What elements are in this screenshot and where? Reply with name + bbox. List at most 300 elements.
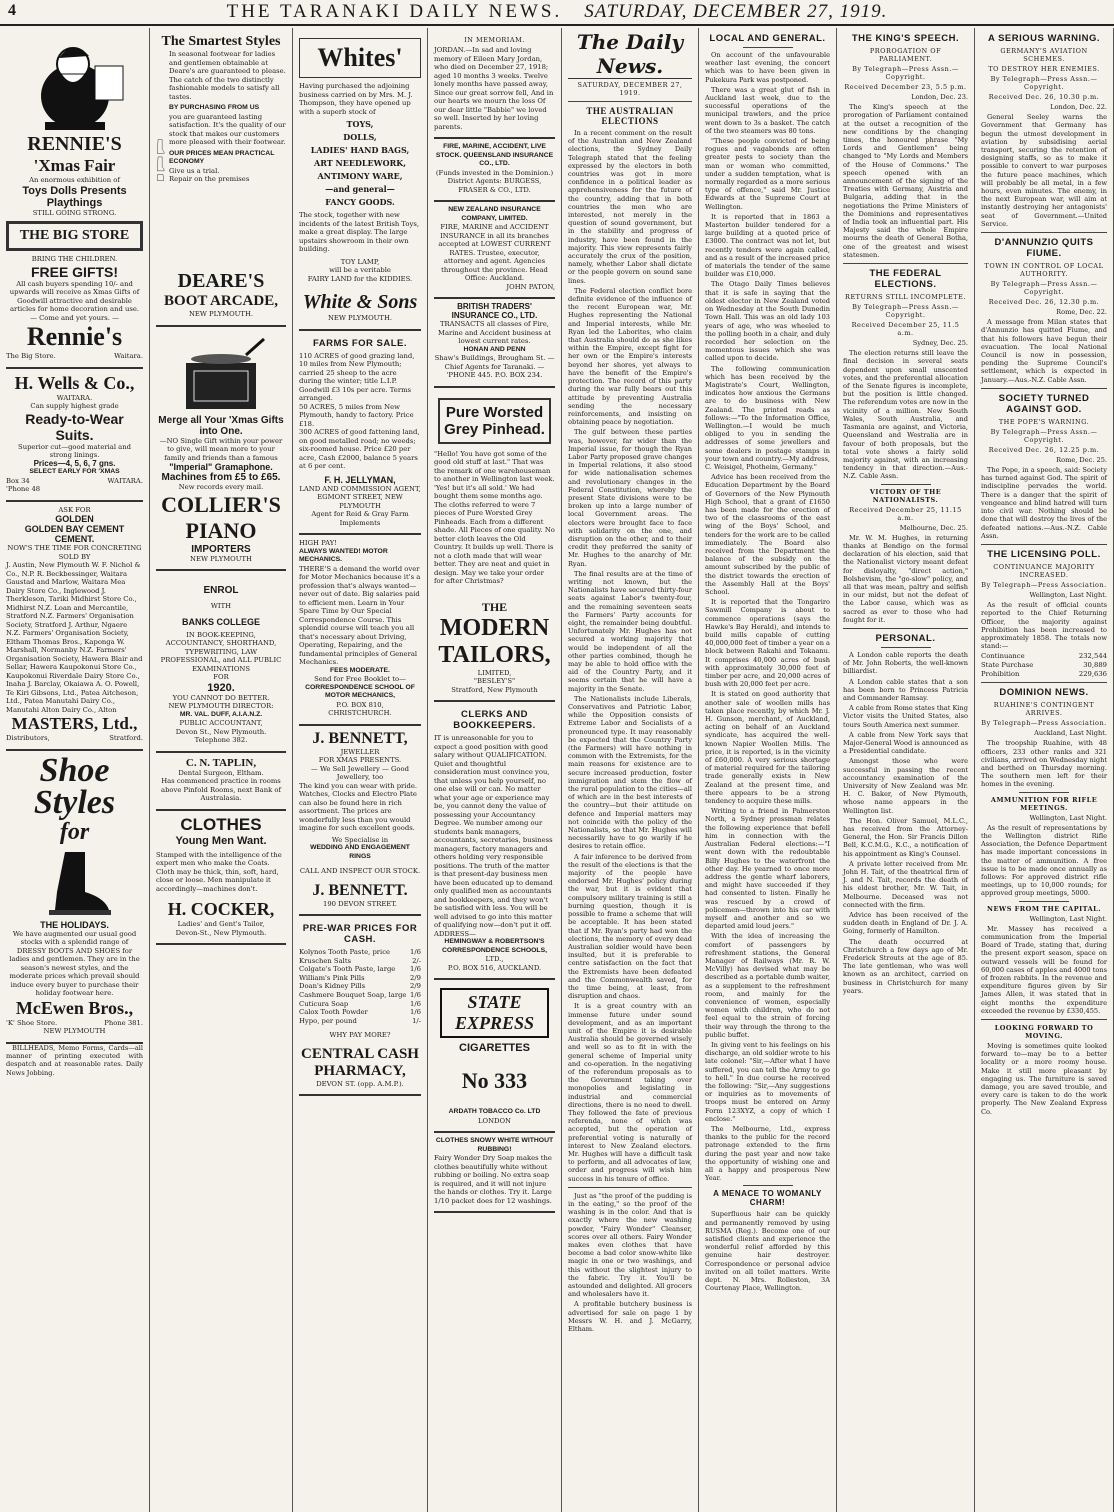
rennie-title: RENNIE'S [27,133,122,155]
taplin-body: Has commenced practice in rooms above Pinfold Rooms, next Bank of Australasia. [161,777,281,802]
whites-item: ANTIMONY WARE, [317,171,403,181]
collier-name: COLLIER'S [161,491,281,517]
paragraph: It is a great country with an immense future under sound development, and as an important unit of the Empire it is desirable Australia should be governed wisely and well so as to fit in with the general scheme of Imperial unity and co-operation. In the negativing of the referendum proposals as to the Government taking over monopolies and legislating in industrial and commercial directions, there is no need to dwell. They followed the fate of previous referenda, none of which was accepted, but the operation of preferential voting is naturally of interest to New Zealand electors. Mr. Hughes will have a difficult task to perform, and all advocates of law, order and progress will wish him success in his tenure of office. [568,1002,692,1183]
paragraph: It is stated on good authority that another sale of woollen mills has taken place recently, by which Mr. J. H. Gunson, merchant, of Auckland, acting on behalf of an Auckland syndicate, has acquired the well-known Napier Woollen Mills. The price, it is reported, is in the vicinity of £60,000. A very serious shortage of material required for the tailoring trade generally exists in New Zealand at the present time, and there appears to be a strong tendency to acquire these mills. [705,690,830,806]
banks-body: IN BOOK-KEEPING, ACCOUNTANCY, SHORTHAND, TYPEWRITING, LAW PROFESSIONAL, and ALL PUBLIC EXAMINATIONS [160,630,282,673]
wells-body2: Superior cut—good material and strong linings. [18,442,131,460]
cement-brand: GOLDEN BAY CEMENT [24,524,125,535]
banks-tel: Telephone 382. [194,736,248,744]
moving-body: Moving is sometimes quite looked forward to—may be to a better locality or a more roomy house. Make it still more pleasant by engaging us. The furniture is saved damage, you are saved trouble, and every care is taken to do the work properly. The New Zealand Express Co. [981,1042,1107,1116]
row-label: William's Pink Pills [299,973,365,982]
queensland-body: (Funds invested in the Dominion.) District Agents: BURGESS, FRASER & CO., LTD. [435,168,554,194]
row-value: 2/9 [410,982,421,991]
dominion-credit: By Telegraph—Press Association. [981,719,1107,728]
column-8 [975,28,1114,1512]
row-label: Hypo, per pound [299,1016,357,1025]
masters-name: MASTERS, Ltd., [11,714,138,734]
deare-town: NEW PLYMOUTH. [188,310,254,318]
bennett-wedding: WEDDING AND ENGAGEMENT RINGS [310,844,410,860]
warning-body: General Seeley warns the Government that Germany has begun the utmost development in aviation by subsidising aerial transport, securing the retention of designing staffs, so as to make it possible to convert to war purposes the future peace machines, which will probably be all metal, in a few hours, even minutes. The enemy, in the next European war, will aim at instantly destroying her antagonists' seat of Government.—United Service. [981,113,1107,228]
table-row [981,652,1107,661]
fiume-sub: TOWN IN CONTROL OF LOCAL AUTHORITY. [984,262,1104,279]
farms-heading: FARMS FOR SALE. [312,337,408,349]
fairy-heading: CLOTHES SNOWY WHITE WITHOUT RUBBING! [435,1137,554,1153]
rennie-ad [6,30,143,369]
pre-war-heading: PRE-WAR PRICES FOR CASH. [302,923,418,946]
collier-ad [156,327,286,572]
taplin-role: Dental Surgeon, Eltham. [178,768,264,777]
clothes-body: Stamped with the intelligence of the expert men who make the Coats. Cloth may be thick, thin, soft, hard, close or loose. Men manipulate it accordingly—machines don't. [156,850,282,893]
jellyman-line: Agent for Reid & Gray Farm Implements [311,510,409,527]
table-row [299,982,421,991]
victory-body: Mr. W. M. Hughes, in returning thanks at Bendigo on the formal declaration of his election, said that the Nationalist victory meant defeat for disloyalty, "direct action," Bolshevism, the "go-slow" policy, and all that was mean, paltry and selfish in our midst, but not the defeat of the Labor cause, which was as sacred as ever to those who had fought for it. [843,533,968,624]
paragraph: A private letter received from Mr. John H. Tait, of the theatrical firm of J. and N. Tait, records the death of his eldest brother, Mr. W. Tait, in Melbourne. Deceased was not connected with the firm. [843,859,968,909]
paragraph: In giving vent to his feelings on his discharge, an old soldier wrote to his late colonel: "Sir,—After what I have suffered, you can tell the Army to go to hell." In due course he received the following: "Sir,—Any suggestions or inquiries as to movements of troops must be entered on Army Form 123XYZ, a copy of which I enclose." [705,1040,830,1123]
paragraph: Writing to a friend in Palmerston North, a Sydney pressman relates the following experience that befell him in connection with the Australian Federal elections:—"I went down with the redoubtable Billy Hughes to the waterfront the other day. He yearned to once more address the gentle wharf laborers, and might have succeeded if they had consented to listen. Finally he was rescued by a crowd of policemen—thrown into his car with myself and another and so we departed amid loud jeers." [705,807,830,931]
local-general-body [705,51,830,1182]
clothes-subtitle: Young Men Want. [175,834,267,847]
row-value: 1/6 [410,965,421,974]
capital-body: Mr. Massey has received a communication from the Imperial Board of Trade, stating that, during the present export season, space on outward vessels will be found for 60,000 cases of apples and 4000 tons of frozen rabbits. In the revenue and expenditure figures given by Sir James Allen, it was stated that in eight months the expenditure exceeded the revenue by £330,455. [981,924,1107,1015]
smartest-trial: Give us a trial. [169,166,220,175]
jellyman-name: F. H. JELLYMAN, [324,474,396,485]
column-4 [428,28,562,1512]
mcewen-holidays: THE HOLIDAYS. [40,919,109,930]
page-number: 4 [8,2,16,19]
masthead [0,0,1114,26]
wells-title: H. Wells & Co., [14,372,135,393]
motor-school: CORRESPONDENCE SCHOOL OF MOTOR MECHANICS, [305,683,415,700]
cement-sold: SOLD BY [58,552,91,561]
mcewen-store: 'K' Shoe Store. [6,1018,58,1027]
speech-place: London, Dec. 23. [911,93,968,101]
wells-box: Box 34 [6,476,30,485]
paragraph: With the idea of increasing the comfort of passengers by refreshment stations, the General Manager of Railways (Mr. R. W. McVilly) has devised what may be described as a portable dumb waiter, as a supplement to the refreshment room, and mainly for the convenience of women, especially women with children, who do not feel equal to the strain of forcing their way through the throng to the public buffet. [705,932,830,1039]
nz-insurance-ad [434,202,555,299]
collier-importers: IMPORTERS [191,543,251,555]
row-label: Colgate's Tooth Paste, large [299,965,396,974]
personal-heading: PERSONAL. [875,632,936,644]
jobbing-notice: BILLHEADS, Memo Forms, Cards—all manner of printing executed with despatch and at reasonable rates. Daily News Jobbing. [6,1043,143,1077]
british-addr: Shaw's Buildings, Brougham St. — Chief Agents for Taranaki. — 'PHONE 445. P.O. BOX 234. [434,354,555,379]
whites-ad [299,30,421,331]
big-store-banner: THE BIG STORE [6,221,143,251]
paragraph: There was a great glut of fish in Auckland last week, due to the successful operations of the municipal trawlers, and the price went down to 3s a basket. The catch of the two steamers was 80 tons. [705,85,830,135]
local-general-heading: LOCAL AND GENERAL. [709,33,826,44]
cocker-addr: Devon-St., New Plymouth. [175,928,267,937]
british-traders-ad [434,299,555,388]
farm-110-acres: 110 ACRES of good grazing land, 10 miles from New Plymouth; carried 25 sheep to the acre during the winter; title L.I.P. Goodwill £3 10s per acre. Terms arranged. [299,351,415,402]
column-3 [293,28,428,1512]
table-row [981,661,1107,670]
modern-tailors-ad [434,388,555,703]
modern-ltd: LIMITED, [477,668,512,677]
wells-town: WAITARA. [107,476,143,485]
white-sons-name: White & Sons [302,291,418,313]
prorogation-sub: PROROGATION OF PARLIAMENT. [869,47,942,63]
whites-item: TOYS, [346,119,374,129]
farm-50-acres: 50 ACRES, 5 miles from New Plymouth, handy to factory. Price £18. [299,402,414,428]
rennie-children: BRING THE CHILDREN. [31,255,118,263]
deare-name: DEARE'S [177,270,265,292]
editorial-heading: THE AUSTRALIAN ELECTIONS [586,106,674,126]
victory-heading: VICTORY OF THE NATIONALISTS. [869,487,942,504]
wells-place: WAITARA. [56,393,93,402]
rennie-footer-left: The Big Store. [6,352,56,360]
fairy-wonder-notice: Just as "the proof of the pudding is in the eating," so the proof of the washing is in the color. And that is exactly where the new washing powder, "Fairy Wonder" Cleanser, scores over all others. Fairy Wonder makes even clothes that have become a bad color snow-white like magic in one or two washings, and this without the slightest injury to the fabric. Try it. You'll be astounded and delighted. All grocers and wholesalers have it. [568,1191,692,1299]
issue-date: SATURDAY, DECEMBER 27, 1919. [584,1,888,22]
serious-warning-heading: A SERIOUS WARNING. [987,33,1101,44]
column-1 [0,28,150,1512]
motor-wanted: ALWAYS WANTED! MOTOR MECHANICS. [299,547,388,564]
row-value: 2/- [412,956,421,965]
pharmacy-ad [299,916,421,1096]
mcewen-ad [6,751,143,1044]
clerks-ltd: LTD., [485,955,504,963]
warning-sub2: TO DESTROY HER ENEMIES. [988,65,1100,73]
mcewen-phone: Phone 381. [104,1018,143,1027]
modern-word: MODERN [439,614,550,641]
federal-elections-heading: THE FEDERAL ELECTIONS. [869,268,942,291]
speech-received: Received December 23, 5.5 p.m. [844,83,967,91]
gramophone-illustration [166,333,276,413]
paragraph: The Hon. Oliver Samuel, M.L.C., has received from the Attorney-General, the Hon. Sir Francis Dillon Bell, K.C.M.G., K.C., a notification of his appointment as King's Counsel. [843,816,968,858]
table-row [299,1008,421,1017]
fiume-heading: D'ANNUNZIO QUITS FIUME. [994,237,1094,260]
cement-ad [6,502,143,751]
fiume-body: A message from Milan states that d'Annunzio has quitted Fiume, and that his followers have begun their evacuation. The local National Council is now in possession, pending the Supreme Council's settlement, which is expected in January.—Aus.-N.Z. Cable Assn. [981,318,1107,384]
fairy-body: Fairy Wonder Dry Soap makes the clothes beautifully white without rubbing or boiling. No extra soap is required, and it will not injure the hands or clothes. Try it. Large 1/10 packet does for 12 washings. [434,1154,552,1205]
editorial-date: SATURDAY, DECEMBER 27, 1919. [577,81,683,97]
paragraph: The final results are at the time of writing not known, but the Nationalists have secured thirty-four seats against Labor's twenty-four, and the remaining seventeen seats the Farmers' Party accounts for eight, the remainder being doubtful. Unfortunately Mr. Hughes has not secured a working majority that would be independent of all the other parties combined, though he may be able to hold office with the aid of the Country Party, and it seems certain that he will have a majority in the Senate. [568,569,692,693]
cocker-role: Ladies' and Gent's Tailor, [177,920,265,928]
paragraph: A cable from Rome states that King Victor visits the United States, also tours South America next summer. [843,704,968,729]
capital-heading: NEWS FROM THE CAPITAL. [987,904,1101,913]
pinhead-title: Grey Pinhead. [444,420,545,438]
paragraph: The Otago Daily Times believes that it is safe in saying that the oldest elector in New Zealand voted on Wednesday at the South Dunedin Town Hall. This was an old lady 103 years of age, who was wheeled to the polling booth in a chair, and duly recorded her selection on the momentous issues which she was called upon to decide. [705,280,830,363]
memoriam-heading: IN MEMORIAM. [464,36,525,44]
whites-body2: The stock, together with new incidents of the latest British Toys, make a great display. The large upstairs showroom in their own building. [299,211,420,253]
cocker-name: H. COCKER, [167,899,275,919]
paragraph: Advice has been received from the Education Department by the Board of Governors of the New Plymouth High School, that a grant of £1650 has been made for the erection of two of the classrooms of the east wing of the Boys' School, and tenders for the work are to be called immediately. The Board also received from the Department the balance of the subsidy on the amount subscribed by the public of the district towards the erection of the Assembly Hall at the Boys' School. [705,473,830,596]
nz-insurance-title: NEW ZEALAND INSURANCE COMPANY, LIMITED. [448,206,541,222]
bennett-ad [299,726,421,917]
for-word: for [59,818,90,845]
row-label: Prohibition [981,669,1020,678]
motor-fees: FEES MODERATE. [330,666,390,674]
father-christmas-illustration [15,36,135,131]
fiume-received: Received Dec. 26, 12.30 p.m. [988,298,1100,307]
smartest-body2: you are guaranteed lasting satisfaction. It's the quality of our stock that makes our customers more pleased with their footwear. [169,112,286,146]
why-pay-more: WHY PAY MORE? [329,1031,391,1040]
price-list [299,948,421,1025]
speech-credit: By Telegraph—Press Assn.—Copyright. [852,65,959,81]
styles-word: Styles [33,783,116,821]
state-express-brand: STATE EXPRESS [440,988,549,1038]
bennett-body: The kind you can wear with pride. Watches, Clocks and Electro Plate can also be found here in rich assortment. The prices are wonderfully less than you would imagine for such excellent goods. [299,781,418,833]
rifle-heading: AMMUNITION FOR RIFLE MEETINGS. [990,795,1098,812]
queensland-title: FIRE, MARINE, ACCIDENT, LIVE STOCK. QUEENSLAND INSURANCE CO., LTD. [435,143,554,167]
newspaper-title: THE TARANAKI DAILY NEWS. [226,1,563,22]
society-sub: THE POPE'S WARNING. [998,417,1090,426]
british-name: HONAN AND PENN [463,345,526,353]
paragraph: The Melbourne, Ltd., express thanks to the public for the record patronage extended to the firm during the past year and now take the opportunity of wishing one and all a happy and prosperous New Year. [705,1125,830,1183]
wells-phone: 'Phone 48 [6,485,41,494]
whites-town: NEW PLYMOUTH. [327,314,393,322]
row-label: Continuance [981,652,1025,661]
paragraph: The following communication which has been received by the Magistrate's Court, Wellington, indicates how anxious the Germans are to do business with New Zealand. The printed reads as follows:—"To the Information Office, Wellington.—I would be much obliged to you in sending the addresses of some jewellers and some dealers in postage stamps in your town and country.—My address, C. Weisigel, Photheim, Germany." [705,364,830,471]
paragraph: The Federal election conflict bore definite evidence of the influence of the recent European war, Mr. Hughes representing the National and Imperial interests, while Mr. Ryan led the Laborites, who claim that Australia should do as she likes within the Empire, except fight for her own or the Empire's interests beyond her shores, yet always to have the benefit of the Empire's protection. The record of this party during the war fully bears out this attitude by preventing Australia sending the necessary reinforcements, and insisting on obtaining peace by negotiation. [568,286,692,427]
row-label: State Purchase [981,660,1034,669]
row-value: 2/9 [410,973,421,982]
row-value: 232,544 [1078,652,1107,661]
rifle-place: Wellington, Last Night. [1029,813,1107,822]
banks-enrol: ENROL [203,585,239,596]
motor-ad [299,535,421,726]
farms-ad [299,331,421,536]
modern-addr: Stratford, New Plymouth [451,685,538,694]
society-heading: SOCIETY TURNED AGAINST GOD. [998,392,1090,415]
poll-body: As the result of official counts reported to the Chief Returning Officer, the majority against Prohibition has been increased to approximately 1858. The totals now stand:— [981,601,1107,651]
motor-body: THERE'S a demand the world over for Motor Mechanics because it's a profession that's always wanted—never out of date. Big salaries paid to efficient men. Learn in Your Spare Time by Our Special Correspondence Course. This splendid course will teach you all that's necessary about Driving, Operating, Repairing, and the fundamental principles of General Mechanics. [299,564,421,667]
clerks-school: HEMINGWAY & ROBERTSON'S CORRESPONDENCE SCHOOLS, [442,938,547,954]
table-row [299,1017,421,1026]
paragraph: It is reported that the Tongariro Sawmill Company is about to commence operations (says the Hawke's Bay Herald), and intends to build mills capable of cutting 40,000,000 feet of timber a year on a block between Rakahi and Tokaanu. It comprises 40,000 acres of bush with approximately 30,000 feet of timber per acre, and 20,000 acres of bush with 20,000 feet per acre. [705,598,830,689]
banks-acct: PUBLIC ACCOUNTANT, [179,719,263,727]
rennie-toys: Toys Dolls Presents Playthings [22,184,127,209]
wells-prices: Prices—4, 5, 6, 7 gns. [33,458,116,468]
motor-high-pay: HIGH PAY! [299,539,337,547]
menace-body: Superfluous hair can be quickly and permanently removed by using RUSMA (Reg.). Become one of our satisfied clients and experience the wonderful relief afforded by this genuine hair destroyer. Correspondence or personal advice invited on all toilet matters. Write dept. N. Mrs. Rolleston, 3A Courtenay Place, Wellington. [705,1210,830,1293]
row-value: 1/- [412,1016,421,1025]
wells-body1: Can supply highest grade [30,402,119,411]
mcewen-town: NEW PLYMOUTH [43,1027,106,1036]
fiume-credit: By Telegraph—Press Assn.—Copyright. [990,280,1098,297]
fairy-wonder-ad [434,1133,555,1213]
tailors-word: TAILORS, [438,641,551,668]
paragraph: A fair inference to be derived from the result of the elections is that the majority of the people have endorsed Mr. Hughes' policy during the war, but it is evident that compulsory military training is still a burning question, though it is possible to frame a scheme that will be acceptable. It has been stated that if Mr. Ryan's party had won the elections, the memory of every dead Australian soldier would have been insulted, but it is preferable to centre satisfaction on the fact that the Extremists have been defeated and the Commonwealth saved, for the time being, at least, from disruption and chaos. [568,852,692,1001]
whites-will: will be a veritable [329,266,391,274]
cement-word: CEMENT. [54,534,95,545]
smartest-body: In seasonal footwear for ladies and gentlemen obtainable at Deare's are guaranteed to please. The catch of the two distinctly fashionable models to satisfy all tastes. [169,50,286,101]
paragraph: A cable from New York says that Major-General Wood is announced as a Presidential candidate. [843,730,968,756]
paragraph: On account of the unfavourable weather last evening, the concert which was to have been given in Pukekura Park was postponed. [705,51,830,84]
warning-sub1: GERMANY'S AVIATION SCHEMES. [1000,47,1088,63]
federal-credit: By Telegraph—Press Assn.—Copyright. [852,303,959,320]
warning-credit: By Telegraph—Press Assn.—Copyright. [990,75,1098,91]
banks-duff: MR. VAL. DUFF, A.I.A.N.Z. [179,710,263,718]
daily-news-nameplate: The Daily News. [568,30,692,79]
capital-place: Wellington, Last Night. [1029,914,1107,923]
kings-speech-heading: THE KING'S SPEECH. [851,33,960,44]
table-row [299,948,421,957]
row-label: Kruschen Salts [299,956,352,965]
clerks-heading: CLERKS AND BOOKKEEPERS. [453,709,536,731]
row-value: 1/6 [410,999,421,1008]
rennie-strong: STILL GOING STRONG. [32,208,117,217]
smartest-repair: Repair on the premises [169,175,250,183]
paragraph: It is reported that in 1863 a Masterton builder tendered for a large building at a quoted price of £3000. The contract was not let, but recently tenders were again called, and as a result of the increased price of materials the tender of the same builder was £10,000. [705,212,830,279]
rennie-line: An enormous exhibition of [29,176,120,184]
nz-insurance-body: FIRE, MARINE and ACCIDENT INSURANCE in all its branches accepted at LOWEST CURRENT RATES. Trustee, executor, attorney and agent. Agencies throughout the province. Head Office: Auckland. [438,223,551,282]
bennett-for: FOR XMAS PRESENTS. [318,756,402,765]
speech-body: The King's speech at the prorogation of Parliament contained at the outset a recognition of the new conditions by the changing times, the honoured phrase "My Lords and Gentlemen" being changed to "My Lords and Members of the House of Commons." The speech opened with an announcement of the signing of the Treaties with Germany, Austria and Bulgaria, adding that in the negotiations the Prime Ministers of the Dominions and representatives of India took an influential part. His Majesty said the whole Empire mourns the death of General Botha, one of the greatest and wisest statesmen. [843,103,968,259]
wells-ad [6,369,143,502]
collier-machines: Machines from £5 to £65. [161,472,281,483]
collier-town: NEW PLYMOUTH [190,554,252,563]
society-place: Rome, Dec. 25. [1056,455,1107,464]
bennett-call: CALL AND INSPECT OUR STOCK. [299,867,421,876]
modern-besley: "BESLEY'S" [473,677,516,685]
menace-heading: A MENACE TO WOMANLY CHARM! [713,1189,822,1208]
collier-imperial: "Imperial" Gramaphone. [169,462,273,472]
motor-city: CHRISTCHURCH. [328,709,392,718]
row-value: 1/6 [410,1008,421,1017]
table-row [299,974,421,983]
column-6 [699,28,837,1512]
collier-piano: PIANO [185,517,257,543]
nz-insurance-sig: JOHN PATON, [506,282,555,291]
memoriam-body: JORDAN.—In sad and loving memory of Eileen Mary Jordan, who died on December 27, 1918; aged 10 months 3 weeks. Twelve lonely months have passed away, Since our great sorrow fell, And in our hearts we mourn the loss Of our dear little "Babbie" we loved so well. Inserted by her loving parents. [434,46,554,131]
federal-received: Received December 25, 11.5 a.m. [851,321,960,338]
clerks-body: IT is unreasonable for you to expect a good position with good salary without QUALIFICATION. Quiet and thoughtful consideration must convince you, that unless you help yourself, no one else will or can. No matter what your age or experience may be, you cannot deny the value of possessing your Accountancy Degree. We number among our students bank managers, accountants, secretaries, business managers, factory managers and others holding very responsible positions. The truth of the matter is that present-day business men have been educated up to demand only qualified men as accountants and bookkeepers, and they won't be satisfied with less. You will be well advised to go into this matter of qualifying now—don't put it off. [434,734,553,929]
table-row [299,965,421,974]
banks-director: NEW PLYMOUTH DIRECTOR: [168,702,274,710]
banks-addr: Devon St., New Plymouth. [175,727,267,736]
whites-item: DOLLS, [343,132,377,142]
banks-college-ad [156,571,286,753]
editorial-body [568,129,692,1183]
row-label: Doan's Kidney Pills [299,982,366,991]
paragraph: A London cable reports the death of Mr. John Roberts, the well-known billiardist. [843,650,968,676]
paragraph: The Nationalists include Liberals, Conservatives and Patriotic Labor, while the Opposition consists of Extreme Labor and Socialists of a pronounced type. It may reasonably be expected that the Country Party (the Farmers) will have nothing in common with the Extremists, for the main reasons for existence are to secure increased production, foster immigration and stem the flow of the rural population to the cities—all of which are in the best interests of the country—but their attitude on defence and Imperial matters may not coincide with the policy of the Nationalists, so that Mr. Hughes will necessarily have to go warily if he desires to retain office. [568,694,692,851]
taplin-name: C. N. TAPLIN, [185,756,257,769]
british-body: TRANSACTS all classes of Fire, Marine and Accident business at lowest current rates. [438,320,551,345]
pharmacy-addr: DEVON ST. (opp. A.M.P.). [316,1079,404,1088]
bennett-addr: 190 DEVON STREET. [323,899,397,908]
whites-title: Whites' [299,38,421,78]
wells-early: SELECT EARLY FOR 'XMAS [29,468,120,476]
whites-item: LADIES' HAND BAGS, [310,145,410,155]
mcewen-body: We have augmented our usual good stocks with a splendid range of DRESSY BOOTS AND SHOES for ladies and gentlemen. They are in the season's newest styles, and the moderate prices which prevail should induce every buyer to purchase their holiday footwear here. [9,929,140,998]
smartest-prices: OUR PRICES MEAN PRACTICAL ECONOMY [169,149,275,165]
dominion-body: The troopship Ruahine, with 48 officers, 233 other ranks and 321 civilians, arrived on Wednesday night and berthed on Thursday morning. The southern men left for their homes in the evening. [981,739,1107,789]
moving-heading: LOOKING FORWARD TO MOVING. [994,1024,1094,1040]
paragraph: The gulf between these parties was, however, far wider than the Imperial issue, for though the Ryan Labor Party proposed grave changes in Imperial relations, it also stood for wide nationalisation schemes and revolutionary changes in the Federal Constitution, whereby the present State divisions were to be broken up into a large number of local Government areas. The electors were brought face to face with solidarity on the one, and disruption on the other, and to their credit they preferred the sanity of Mr. Hughes to the anarchy of Mr. Ryan. [568,428,692,568]
warning-received: Received Dec. 26, 10.30 p.m. [988,93,1100,101]
bennett-name-2: J. BENNETT. [312,881,408,899]
cement-time: NOW'S THE TIME FOR CONCRETING [7,544,142,553]
whites-item: FANCY GOODS. [325,197,395,207]
whites-lamp: TOY LAMP, [340,257,380,266]
paragraph: A London cable states that a son has been born to Princess Patricia and Commander Ramsay. [843,677,968,702]
fiume-place: Rome, Dec. 22. [1056,308,1107,317]
poll-results [981,652,1107,678]
shoe-word: Shoe [39,751,110,789]
state-number: No 333 [461,1068,528,1093]
motor-box: P.O. BOX 810, [336,700,384,709]
british-title: BRITISH TRADERS' INSURANCE CO., LTD. [451,302,538,320]
smartest-title: The Smartest Styles [161,34,281,49]
modern-the: THE [481,599,508,614]
butchery-notice: A profitable butchery business is advertised for sale on page 1 by Messrs W. H. and J. McGarry, Eltham. [568,1300,692,1334]
rennie-footer-right: Waitara. [114,352,143,360]
bennett-spec: We Specialise in [331,835,389,844]
clerks-box: P.O. BOX 516, AUCKLAND. [447,963,542,972]
whites-item: —and general— [325,184,395,194]
poll-credit: By Telegraph—Press Association. [981,580,1107,589]
paragraph: Advice has been received of the sudden death in England of Dr. J. A. Going, formerly of Hamilton. [843,911,968,936]
cement-ask: ASK FOR [58,505,91,514]
whites-body: Having purchased the adjoining business carried on by Mrs. M. J. Thompson, they have opened up with a superb stock of [299,82,413,116]
row-label: Cashmere Bouquet Soap, large [299,991,407,1000]
victory-place: Melbourne, Dec. 25. [899,523,968,532]
table-row [981,670,1107,679]
pharmacy-name: CENTRAL CASH PHARMACY, [301,1045,419,1079]
mcewen-name: McEwen Bros., [15,997,134,1018]
ardath-name: ARDATH TOBACCO Co. LTD [448,1108,541,1115]
whites-items-list [299,119,421,207]
collier-headline: Merge all Your 'Xmas Gifts into One. [158,414,284,437]
smartest-purchase: BY PURCHASING FROM US [169,104,260,111]
collier-records: New records every mail. [178,483,264,491]
row-value: 1/6 [410,991,421,1000]
deare-arcade: BOOT ARCADE, [164,293,278,309]
table-row [299,1000,421,1009]
collier-body: —NO Single Gift within your power to give, will mean more to your family and friends than a famous [159,436,283,462]
masters-role: Distributors, [6,734,50,743]
masters-town: Stratford. [109,734,143,743]
banks-college: BANKS COLLEGE [181,616,260,627]
table-row [299,991,421,1000]
bennett-role: JEWELLER [340,747,380,756]
paragraph: The death occurred at Christchurch a few days ago of Mr. Frederick Strouts at the age of 85. The late gentleman, who was well known as an architect, carried on business in Christchurch for many years. [843,937,968,995]
row-value: 30,889 [1083,660,1107,669]
ready-to-wear: Ready-to-Wear Suits. [25,410,124,443]
banks-cannot: YOU CANNOT DO BETTER. [172,693,270,702]
row-value: 229,636 [1078,669,1107,678]
federal-sub: RETURNS STILL INCOMPLETE. [845,293,966,302]
licensing-poll-heading: THE LICENSING POLL. [987,548,1101,560]
banks-year: 1920. [207,681,235,694]
state-cigarettes: CIGARETTES [459,1042,530,1054]
rennie-name: Rennie's [26,322,123,351]
bennett-name: J. BENNETT, [312,729,408,747]
paragraph: "These people convicted of being rogues and vagabonds are often greater pests to society than the man or woman who committed, under a sudden temptation, what is normally regarded as a more serious type of offence," said Mr. Justice Edwards at the Supreme Court at Wellington. [705,137,830,211]
cement-golden: GOLDEN [55,514,94,525]
taplin-ad [156,753,286,811]
victory-received: Received December 25, 11.15 a.m. [849,505,962,522]
table-row [299,957,421,966]
dominion-sub: RUAHINE'S CONTINGENT ARRIVES. [993,701,1095,718]
society-received: Received Dec. 26, 12.25 p.m. [988,445,1100,454]
boot-illustration [35,848,115,918]
poll-sub: CONTINUANCE MAJORITY INCREASED. [993,562,1095,579]
poll-place: Wellington, Last Night. [1029,590,1107,599]
column-7 [837,28,975,1512]
row-value: 1/6 [410,948,421,957]
free-gifts-body: All cash buyers spending 10/- and upwards will receive as Xmas Gifts of Goodwill attractive and desirable articles for home decoration and use. — Come and yet yours. — [9,279,140,322]
bennett-sell: — We Sell Jewellery — Good Jewellery, too [311,764,409,782]
warning-place: London, Dec. 22. [1050,103,1107,111]
jellyman-role: LAND AND COMMISSION AGENT, EGMONT STREET, NEW PLYMOUTH [299,484,421,510]
motor-send: Send for Free Booklet to— [314,675,406,684]
whites-item: ART NEEDLEWORK, [314,158,406,168]
rennie-subtitle: 'Xmas Fair [33,156,116,175]
federal-body: The election returns still leave the final decision in several seats dependent upon small unscented votes, and the preferential allocation of the Senate figures is incomplete, but the position is little changed. The referendum votes are now in the vicinity of a million. New South Wales, South Australia, and Tasmania are against, and Victoria, Queensland and Westralia are in favour of both proposals, but the total vote shows a fairly solid majority against, with an increasing tendency in that direction.—Aus.-N.Z. Cable Assn. [843,349,968,481]
clothes-title: CLOTHES [180,814,262,834]
column-2 [150,28,293,1512]
